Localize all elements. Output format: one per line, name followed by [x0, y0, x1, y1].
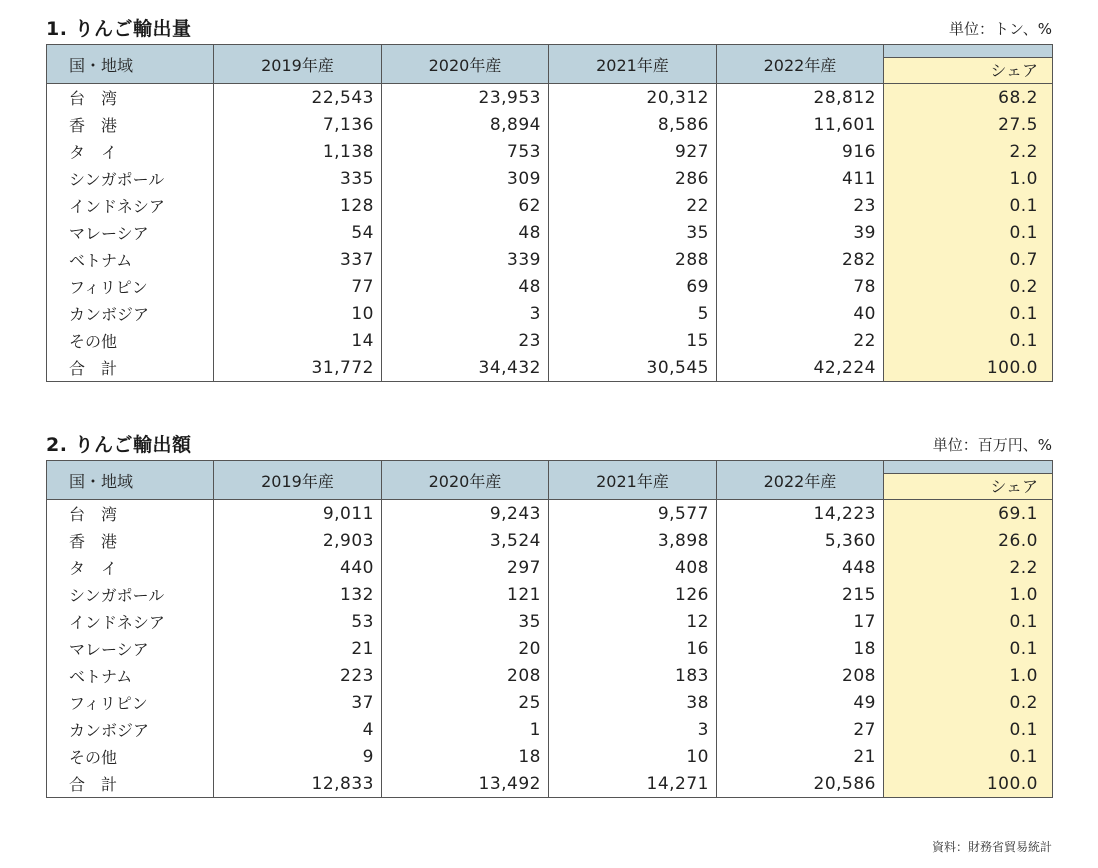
table-row — [47, 743, 1053, 770]
region-name: フィリピン — [47, 689, 214, 716]
table-row — [47, 138, 1053, 165]
value-cell: 12,833 — [214, 770, 382, 798]
table-row — [47, 192, 1053, 219]
export-value-table — [46, 460, 1053, 798]
table-header-row — [47, 461, 1053, 500]
value-cell: 25 — [382, 689, 549, 716]
table-row — [47, 354, 1053, 382]
value-cell: 54 — [214, 219, 382, 246]
region-name: タ イ — [47, 138, 214, 165]
value-cell: 20 — [382, 635, 549, 662]
table-row — [47, 635, 1053, 662]
value-cell: 14,271 — [549, 770, 717, 798]
value-cell: 34,432 — [382, 354, 549, 382]
value-cell: 48 — [382, 219, 549, 246]
region-name: マレーシア — [47, 219, 214, 246]
value-cell: 48 — [382, 273, 549, 300]
region-name: 合 計 — [47, 354, 214, 382]
share-cell: 2.2 — [884, 554, 1053, 581]
value-cell: 1,138 — [214, 138, 382, 165]
value-cell: 440 — [214, 554, 382, 581]
value-cell: 37 — [214, 689, 382, 716]
region-name: ベトナム — [47, 246, 214, 273]
table-header-row — [47, 45, 1053, 84]
table-row — [47, 662, 1053, 689]
value-cell: 13,492 — [382, 770, 549, 798]
share-cell: 100.0 — [884, 770, 1053, 798]
export-volume-table — [46, 44, 1053, 382]
value-cell: 21 — [717, 743, 884, 770]
value-cell: 4 — [214, 716, 382, 743]
share-cell: 100.0 — [884, 354, 1053, 382]
value-cell: 20,312 — [549, 84, 717, 112]
region-name: 香 港 — [47, 111, 214, 138]
table-row — [47, 111, 1053, 138]
header-year: 2022年産 — [717, 45, 884, 84]
region-name: 台 湾 — [47, 500, 214, 528]
region-name: その他 — [47, 327, 214, 354]
value-cell: 1 — [382, 716, 549, 743]
value-cell: 121 — [382, 581, 549, 608]
value-cell: 78 — [717, 273, 884, 300]
value-cell: 5,360 — [717, 527, 884, 554]
table-body — [47, 84, 1053, 382]
value-cell: 335 — [214, 165, 382, 192]
value-cell: 18 — [382, 743, 549, 770]
share-cell: 0.1 — [884, 192, 1053, 219]
share-cell: 0.1 — [884, 300, 1053, 327]
value-cell: 411 — [717, 165, 884, 192]
region-name: カンボジア — [47, 300, 214, 327]
share-cell: 69.1 — [884, 500, 1053, 528]
value-cell: 916 — [717, 138, 884, 165]
share-cell: 0.7 — [884, 246, 1053, 273]
value-cell: 17 — [717, 608, 884, 635]
table-row — [47, 246, 1053, 273]
value-cell: 16 — [549, 635, 717, 662]
value-cell: 15 — [549, 327, 717, 354]
table-row — [47, 300, 1053, 327]
table-row — [47, 770, 1053, 798]
header-share-label: シェア — [884, 473, 1052, 499]
value-cell: 18 — [717, 635, 884, 662]
header-year: 2021年産 — [549, 461, 717, 500]
value-cell: 9,243 — [382, 500, 549, 528]
region-name: フィリピン — [47, 273, 214, 300]
table-body — [47, 500, 1053, 798]
share-cell: 27.5 — [884, 111, 1053, 138]
value-cell: 31,772 — [214, 354, 382, 382]
share-cell: 0.1 — [884, 608, 1053, 635]
value-cell: 22 — [717, 327, 884, 354]
value-cell: 282 — [717, 246, 884, 273]
value-cell: 126 — [549, 581, 717, 608]
value-cell: 208 — [717, 662, 884, 689]
value-cell: 28,812 — [717, 84, 884, 112]
value-cell: 10 — [549, 743, 717, 770]
share-cell: 1.0 — [884, 662, 1053, 689]
share-cell: 0.1 — [884, 635, 1053, 662]
section-title: 2. りんご輸出額 — [46, 434, 192, 456]
value-cell: 49 — [717, 689, 884, 716]
region-name: ベトナム — [47, 662, 214, 689]
value-cell: 8,894 — [382, 111, 549, 138]
header-year: 2019年産 — [214, 45, 382, 84]
table-row — [47, 219, 1053, 246]
share-cell: 26.0 — [884, 527, 1053, 554]
value-cell: 408 — [549, 554, 717, 581]
table-row — [47, 500, 1053, 528]
value-cell: 62 — [382, 192, 549, 219]
value-cell: 2,903 — [214, 527, 382, 554]
table-row — [47, 327, 1053, 354]
value-cell: 183 — [549, 662, 717, 689]
table-row — [47, 689, 1053, 716]
value-cell: 215 — [717, 581, 884, 608]
value-cell: 14 — [214, 327, 382, 354]
value-cell: 3 — [382, 300, 549, 327]
region-name: インドネシア — [47, 192, 214, 219]
value-cell: 132 — [214, 581, 382, 608]
section-header — [46, 430, 1052, 460]
table-row — [47, 527, 1053, 554]
value-cell: 27 — [717, 716, 884, 743]
region-name: マレーシア — [47, 635, 214, 662]
region-name: インドネシア — [47, 608, 214, 635]
section-header — [46, 14, 1052, 44]
share-cell: 0.1 — [884, 219, 1053, 246]
value-cell: 77 — [214, 273, 382, 300]
table-row — [47, 165, 1053, 192]
share-cell: 1.0 — [884, 165, 1053, 192]
region-name: シンガポール — [47, 581, 214, 608]
table-row — [47, 581, 1053, 608]
table-row — [47, 716, 1053, 743]
value-cell: 35 — [382, 608, 549, 635]
source-note: 資料：財務省貿易統計 — [931, 840, 1052, 854]
value-cell: 7,136 — [214, 111, 382, 138]
region-name: その他 — [47, 743, 214, 770]
value-cell: 69 — [549, 273, 717, 300]
value-cell: 11,601 — [717, 111, 884, 138]
value-cell: 288 — [549, 246, 717, 273]
value-cell: 5 — [549, 300, 717, 327]
value-cell: 286 — [549, 165, 717, 192]
value-cell: 22,543 — [214, 84, 382, 112]
table-row — [47, 84, 1053, 112]
unit-label: 単位：トン、% — [948, 20, 1052, 38]
value-cell: 339 — [382, 246, 549, 273]
header-share-label: シェア — [884, 57, 1052, 83]
share-cell: 0.2 — [884, 273, 1053, 300]
section-title: 1. りんご輸出量 — [46, 18, 192, 40]
value-cell: 3,524 — [382, 527, 549, 554]
value-cell: 38 — [549, 689, 717, 716]
value-cell: 23,953 — [382, 84, 549, 112]
share-cell: 2.2 — [884, 138, 1053, 165]
value-cell: 20,586 — [717, 770, 884, 798]
value-cell: 337 — [214, 246, 382, 273]
header-year: 2019年産 — [214, 461, 382, 500]
value-cell: 448 — [717, 554, 884, 581]
region-name: 香 港 — [47, 527, 214, 554]
value-cell: 14,223 — [717, 500, 884, 528]
header-region: 国・地域 — [47, 461, 214, 500]
share-cell: 0.1 — [884, 743, 1053, 770]
value-cell: 53 — [214, 608, 382, 635]
export-volume-section — [46, 14, 1052, 382]
value-cell: 128 — [214, 192, 382, 219]
share-cell: 68.2 — [884, 84, 1053, 112]
value-cell: 30,545 — [549, 354, 717, 382]
header-year: 2020年産 — [382, 45, 549, 84]
table-row — [47, 608, 1053, 635]
table-row — [47, 554, 1053, 581]
value-cell: 42,224 — [717, 354, 884, 382]
region-name: 合 計 — [47, 770, 214, 798]
value-cell: 309 — [382, 165, 549, 192]
value-cell: 753 — [382, 138, 549, 165]
unit-label: 単位：百万円、% — [932, 436, 1052, 454]
value-cell: 223 — [214, 662, 382, 689]
header-year: 2022年産 — [717, 461, 884, 500]
region-name: カンボジア — [47, 716, 214, 743]
value-cell: 9,011 — [214, 500, 382, 528]
value-cell: 927 — [549, 138, 717, 165]
region-name: タ イ — [47, 554, 214, 581]
share-cell: 0.2 — [884, 689, 1053, 716]
value-cell: 10 — [214, 300, 382, 327]
share-cell: 0.1 — [884, 327, 1053, 354]
header-region: 国・地域 — [47, 45, 214, 84]
share-cell: 1.0 — [884, 581, 1053, 608]
export-value-section — [46, 430, 1052, 798]
region-name: 台 湾 — [47, 84, 214, 112]
value-cell: 3 — [549, 716, 717, 743]
value-cell: 12 — [549, 608, 717, 635]
table-row — [47, 273, 1053, 300]
value-cell: 40 — [717, 300, 884, 327]
value-cell: 23 — [717, 192, 884, 219]
value-cell: 22 — [549, 192, 717, 219]
header-year: 2021年産 — [549, 45, 717, 84]
header-year: 2020年産 — [382, 461, 549, 500]
value-cell: 9,577 — [549, 500, 717, 528]
region-name: シンガポール — [47, 165, 214, 192]
header-share — [884, 45, 1053, 84]
value-cell: 297 — [382, 554, 549, 581]
share-cell: 0.1 — [884, 716, 1053, 743]
value-cell: 8,586 — [549, 111, 717, 138]
value-cell: 35 — [549, 219, 717, 246]
value-cell: 21 — [214, 635, 382, 662]
value-cell: 3,898 — [549, 527, 717, 554]
header-share — [884, 461, 1053, 500]
value-cell: 39 — [717, 219, 884, 246]
value-cell: 23 — [382, 327, 549, 354]
value-cell: 208 — [382, 662, 549, 689]
value-cell: 9 — [214, 743, 382, 770]
